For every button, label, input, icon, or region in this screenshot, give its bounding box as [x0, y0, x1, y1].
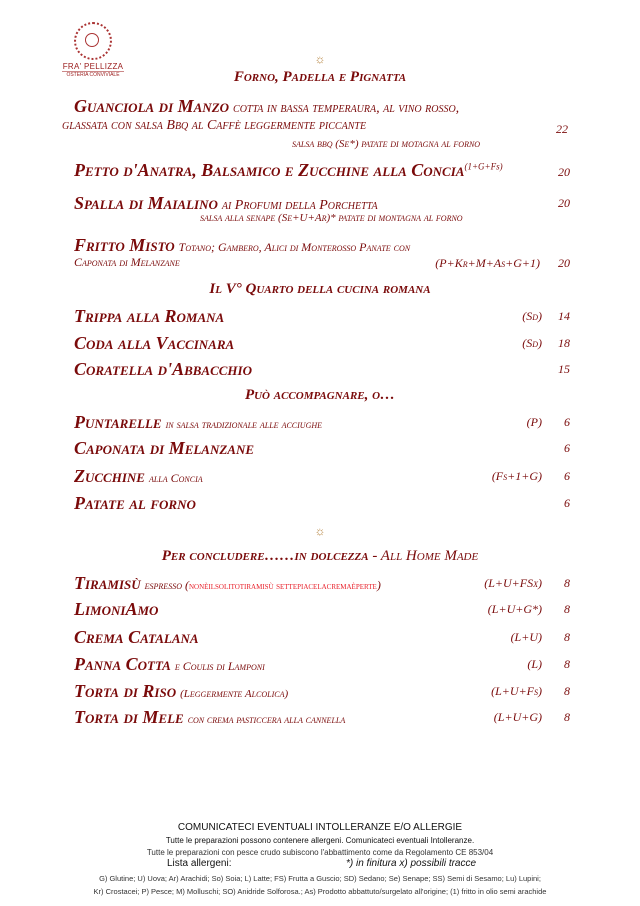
item-side: salsa alla senape (Se+U+Ar)* patate di montagna al forno: [200, 212, 463, 224]
item-name: Tiramisù: [74, 573, 141, 593]
item-name: Torta di Mele: [74, 707, 184, 727]
item-allergens: (L+U): [510, 630, 542, 644]
item-allergens: (Sd): [522, 309, 542, 323]
section-title-forno: Forno, Padella e Pignatta: [233, 69, 407, 85]
logo-name: FRA' PELLIZZA: [62, 62, 124, 71]
item-price: 6: [564, 496, 570, 510]
allergy-notice-line1: Tutte le preparazioni possono contenere allergeni. Comunicateci eventuali Intolleranze.: [165, 836, 475, 845]
item-allergens: (L+U+G): [493, 710, 542, 724]
allergy-notice-title: COMUNICATECI EVENTUALI INTOLLERANZE E/O ALLERGIE: [177, 822, 463, 833]
item-allergens: (L+U+Fs): [491, 684, 542, 698]
item-allergens: (L): [527, 657, 542, 671]
item-price: 18: [558, 336, 570, 350]
item-desc: e Coulis di Lamponi: [174, 659, 265, 673]
item-price: 8: [564, 684, 570, 698]
section-title-main: Per concludere……in dolcezza: [161, 548, 369, 564]
item-name: Petto d'Anatra, Balsamico e Zucchine alla Concia: [74, 160, 465, 180]
item-price: 20: [558, 165, 570, 179]
item-desc: (Leggermente Alcolica): [180, 688, 289, 700]
item-desc: Totano; Gambero, Alici di Monterosso Panate con: [178, 240, 411, 254]
item-desc-end: ): [376, 578, 381, 592]
menu-item-caponata: [74, 438, 570, 460]
sun-divider-icon: ☼: [314, 524, 326, 538]
item-desc-2: Caponata di Melanzane: [74, 255, 180, 269]
item-note: nonèilsolitotiramisù settepiacelacremaèperte: [188, 581, 377, 592]
item-price: 15: [558, 362, 570, 376]
item-name: Fritto Misto: [74, 235, 175, 255]
menu-item-tiramisu: [74, 573, 570, 595]
item-name: LimoniAmo: [74, 599, 159, 619]
item-price: 8: [564, 710, 570, 724]
menu-item-coda: [74, 333, 570, 355]
item-desc: alla Concia: [148, 471, 203, 485]
item-name: Panna Cotta: [74, 654, 171, 674]
item-price: 14: [558, 309, 570, 323]
item-allergens: (L+U+G*): [487, 602, 542, 616]
menu-item-puntarelle: [74, 412, 570, 434]
item-price: 20: [558, 256, 570, 270]
item-allergens: (P+Kr+M+As+G+1): [435, 256, 540, 270]
section-title-contorni: Può accompagnare, o…: [244, 387, 396, 403]
logo-tagline: OSTERIA CONVIVIALE: [62, 71, 124, 78]
item-price: 6: [564, 469, 570, 483]
item-desc: ai Profumi della Porchetta: [221, 198, 378, 213]
item-allergens: (P): [526, 415, 542, 429]
item-price: 20: [558, 196, 570, 210]
item-price: 6: [564, 441, 570, 455]
item-name: Spalla di Maialino: [74, 193, 218, 213]
menu-item-trippa: [74, 306, 570, 328]
item-allergens: (L+U+FSx): [484, 576, 542, 590]
item-price: 22: [556, 122, 568, 136]
item-price: 8: [564, 657, 570, 671]
item-name: Caponata di Melanzane: [74, 438, 255, 458]
allergen-list-label: Lista allergeni:: [167, 858, 232, 869]
menu-item-limoniamo: [74, 599, 570, 621]
item-name: Coratella d'Abbacchio: [74, 359, 252, 379]
menu-item-coratella: [74, 359, 570, 381]
item-price: 8: [564, 576, 570, 590]
item-allergens: (Fs+1+G): [491, 469, 542, 483]
item-price: 8: [564, 630, 570, 644]
item-allergens: (1+G+Fs): [464, 161, 503, 172]
menu-item-zucchine: [74, 466, 570, 488]
item-name: Trippa alla Romana: [74, 306, 225, 326]
item-desc-2: glassata con salsa Bbq al Caffè leggermente piccante: [62, 118, 367, 133]
item-name: Torta di Riso: [74, 681, 177, 701]
menu-item-guanciola: [74, 96, 459, 117]
allergy-notice-line2: Tutte le preparazioni con pesce crudo subiscono l'abbattimento come da Regolamento CE 853/04: [146, 848, 494, 857]
section-title-dolci: [0, 548, 640, 565]
sun-divider-icon: ☼: [314, 52, 326, 66]
item-name: Crema Catalana: [74, 627, 199, 647]
menu-item-panna-cotta: [74, 654, 570, 676]
menu-item-petto-anatra: [74, 160, 570, 182]
section-title-suffix: - All Home Made: [368, 548, 479, 564]
allergen-notes: *) in finitura x) possibili tracce: [346, 858, 477, 869]
menu-item-torta-mele: [74, 707, 570, 729]
item-name: Coda alla Vaccinara: [74, 333, 235, 353]
item-price: 8: [564, 602, 570, 616]
allergen-legend-2: Kr) Crostacei; P) Pesce; M) Molluschi; SO) Anidride Solforosa.; As) Prodotto abbattuto/surgelato all'origine; (1) fritto in olio semi arachide: [93, 887, 547, 896]
menu-item-patate: [74, 493, 570, 515]
menu-item-torta-riso: [74, 681, 570, 703]
item-price: 6: [564, 415, 570, 429]
allergen-legend-1: G) Glutine; U) Uova; Ar) Arachidi; So) Soia; L) Latte; FS) Frutta a Guscio; SD) Sedano; Se) Senape; SS) Semi di Sesamo; Lu) Lupini;: [99, 874, 541, 883]
item-desc: cotta in bassa temperaura, al vino rosso,: [233, 101, 460, 116]
menu-item-crema-catalana: [74, 627, 570, 649]
item-allergens: (Sd): [522, 336, 542, 350]
item-desc: con crema pasticcera alla cannella: [187, 714, 346, 726]
item-side: salsa bbq (Se*) patate di motagna al forno: [292, 138, 481, 150]
item-name: Zucchine: [74, 466, 145, 486]
item-desc: in salsa tradizionale alle acciughe: [165, 417, 323, 431]
menu-item-fritto-misto-line2: [74, 253, 570, 275]
item-desc: espresso (: [144, 578, 189, 592]
item-name: Puntarelle: [74, 412, 162, 432]
section-title-quinto-quarto: Il V° Quarto della cucina romana: [209, 281, 431, 297]
item-name: Patate al forno: [74, 493, 196, 513]
item-name: Guanciola di Manzo: [74, 96, 230, 116]
